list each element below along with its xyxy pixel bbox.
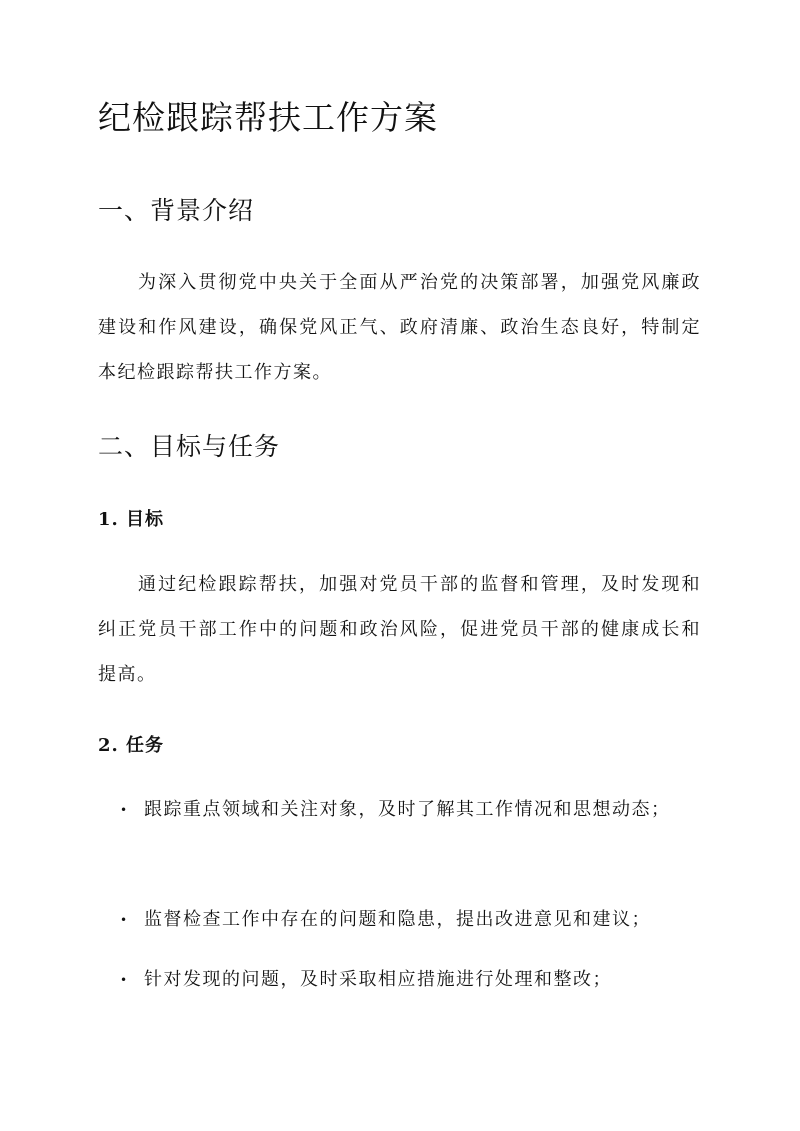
task-item-text: 监督检查工作中存在的问题和隐患，提出改进意见和建议；	[144, 909, 651, 930]
list-item	[98, 895, 701, 945]
section-heading-goals-tasks: 二、目标与任务	[98, 432, 281, 461]
document-title: 纪检跟踪帮扶工作方案	[98, 98, 438, 137]
bullet-icon: •	[120, 913, 129, 927]
background-paragraph: 为深入贯彻党中央关于全面从严治党的决策部署，加强党风廉政建设和作风建设，确保党风正气、政府清廉、政治生态良好，特制定本纪检跟踪帮扶工作方案。	[98, 272, 701, 383]
bullet-icon: •	[120, 973, 129, 987]
subsection-heading-goal: 1. 目标	[98, 509, 165, 530]
task-item-text: 跟踪重点领域和关注对象，及时了解其工作情况和思想动态；	[144, 799, 671, 820]
task-item-text: 针对发现的问题，及时采取相应措施进行处理和整改；	[144, 969, 612, 990]
list-item	[98, 955, 701, 1005]
section-heading-background: 一、背景介绍	[98, 196, 255, 225]
subsection-heading-tasks: 2. 任务	[98, 735, 165, 756]
list-item	[98, 785, 701, 835]
goal-paragraph: 通过纪检跟踪帮扶，加强对党员干部的监督和管理，及时发现和纠正党员干部工作中的问题和政治风险，促进党员干部的健康成长和提高。	[98, 574, 701, 685]
bullet-icon: •	[120, 803, 129, 817]
